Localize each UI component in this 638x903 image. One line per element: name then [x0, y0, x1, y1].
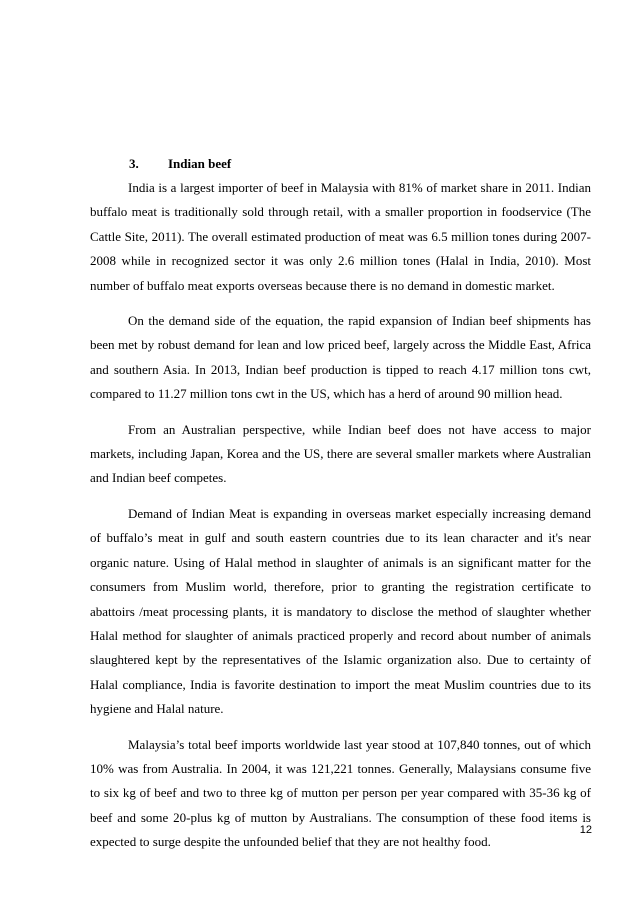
paragraph: Demand of Indian Meat is expanding in overseas market especially increasing demand of buffalo’s meat in gulf and south eastern countries due to its lean character and it's near organic nature. Using of Halal method in slaughter of animals is an significant matter for the consumers from Muslim world, therefore, prior to granting the registration certificate to abattoirs /meat processing plants, it is mandatory to disclose the method of slaughter whether Halal method for slaughter of animals practiced properly and record about number of animals slaughtered kept by the representatives of the Islamic organization also. Due to certainty of Halal compliance, India is favorite destination to import the meat Muslim countries due to its hygiene and Halal nature.	[90, 505, 591, 717]
page-number: 12	[579, 824, 592, 836]
paragraph: From an Australian perspective, while Indian beef does not have access to major markets, including Japan, Korea and the US, there are several smaller markets where Australian and Indian beef competes.	[90, 421, 591, 486]
paragraph: On the demand side of the equation, the rapid expansion of Indian beef shipments has been met by robust demand for lean and low priced beef, largely across the Middle East, Africa and southern Asia. In 2013, Indian beef production is tipped to reach 4.17 million tons cwt, compared to 11.27 million tons cwt in the US, which has a herd of around 90 million head.	[90, 313, 591, 402]
paragraph: Malaysia’s total beef imports worldwide last year stood at 107,840 tonnes, out of which 10% was from Australia. In 2004, it was 121,221 tonnes. Generally, Malaysians consume five to six kg of beef and two to three kg of mutton per person per year compared with 35-36 kg of beef and some 20-plus kg of mutton by Australians. The consumption of these food items is expected to surge despite the unfounded belief that they are not healthy food.	[90, 736, 591, 850]
paragraph: India is a largest importer of beef in Malaysia with 81% of market share in 2011. Indian buffalo meat is traditionally sold through retail, with a smaller proportion in foodservice (The Cattle Site, 2011). The overall estimated production of meat was 6.5 million tones during 2007-2008 while in recognized sector it was only 2.6 million tones (Halal in India, 2010). Most number of buffalo meat exports overseas because there is no demand in domestic market.	[90, 180, 591, 293]
section-heading	[129, 155, 231, 173]
section-title: Indian beef	[168, 156, 232, 171]
section-number: 3.	[129, 156, 139, 171]
body-text	[90, 176, 591, 866]
